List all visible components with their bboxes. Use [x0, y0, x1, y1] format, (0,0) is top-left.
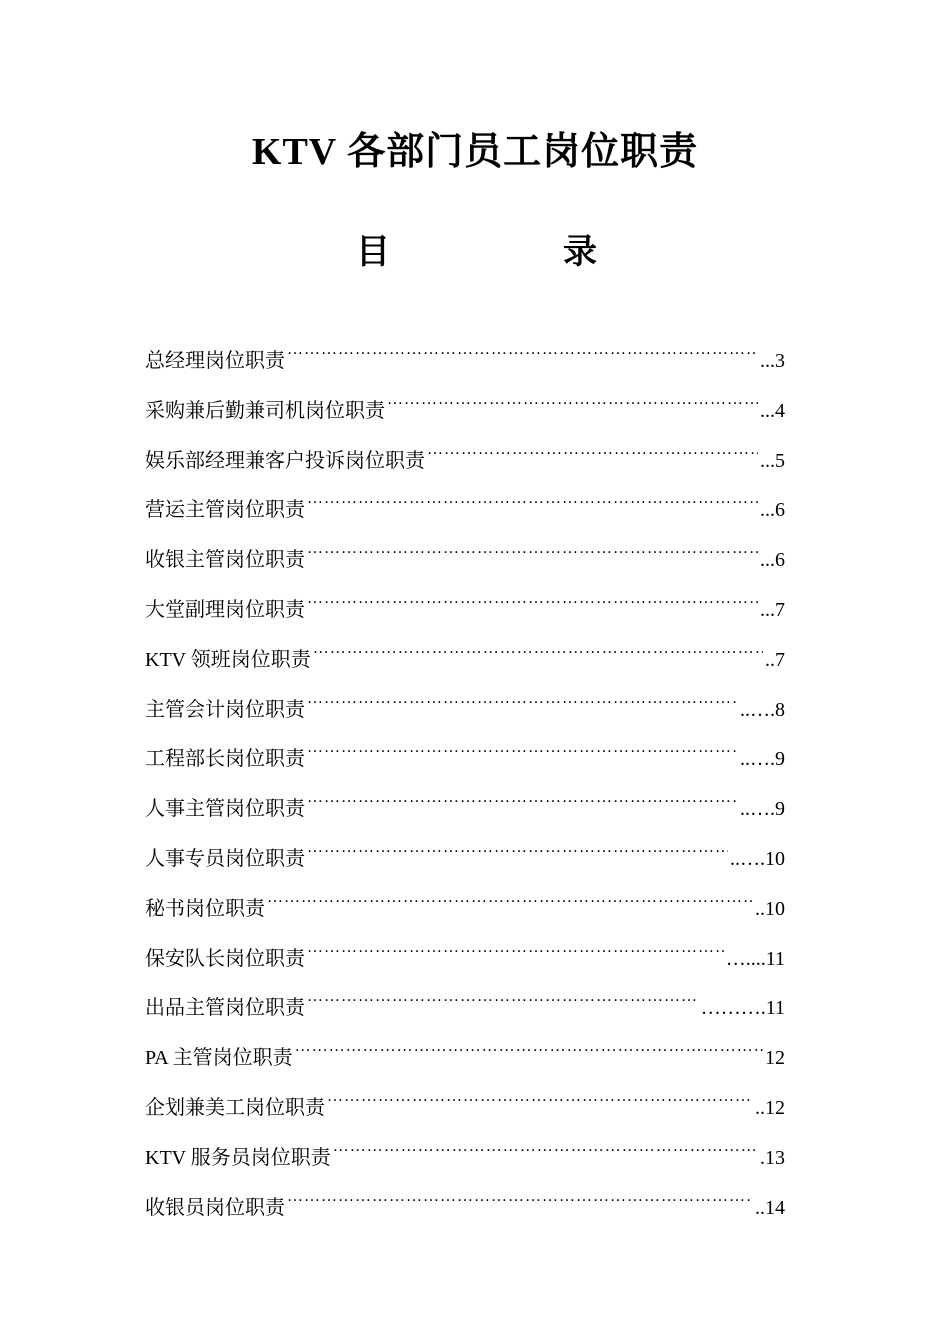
toc-entry[interactable]: [145, 1130, 785, 1180]
toc-dot-leader: [295, 1030, 763, 1064]
toc-entry-page: .13: [760, 1146, 785, 1169]
toc-entry[interactable]: [145, 980, 785, 1030]
toc-entry-page: ..14: [755, 1196, 785, 1219]
toc-dot-leader: [287, 1180, 753, 1214]
toc-entry-page: ...6: [760, 549, 785, 572]
toc-entry-label: 人事专员岗位职责: [145, 847, 305, 870]
toc-heading-second-char: 录: [563, 232, 597, 272]
toc-dot-leader: [427, 433, 758, 467]
toc-entry[interactable]: [145, 931, 785, 981]
toc-entry-page: ..….9: [740, 748, 785, 771]
toc-entry-page: ..10: [755, 897, 785, 920]
toc-dot-leader: [327, 1080, 753, 1114]
toc-dot-leader: [307, 532, 758, 566]
toc-entry[interactable]: [145, 731, 785, 781]
toc-entry[interactable]: [145, 682, 785, 732]
toc-entry-page: ..….10: [730, 847, 785, 870]
toc-entry-page: …....11: [725, 947, 785, 970]
toc-entry-page: ..….9: [740, 798, 785, 821]
toc-entry-page: 12: [765, 1047, 785, 1070]
toc-entry[interactable]: [145, 433, 785, 483]
toc-entry[interactable]: [145, 333, 785, 383]
toc-entry-label: PA 主管岗位职责: [145, 1047, 293, 1070]
toc-dot-leader: [307, 682, 738, 716]
toc-entry-page: ……….11: [700, 997, 785, 1020]
document-title: KTV 各部门员工岗位职责: [251, 131, 699, 173]
toc-entry-label: 娱乐部经理兼客户投诉岗位职责: [145, 449, 425, 472]
toc-entry-label: KTV 服务员岗位职责: [145, 1146, 331, 1169]
toc-entry-label: KTV 领班岗位职责: [145, 648, 311, 671]
toc-entry-label: 秘书岗位职责: [145, 897, 265, 920]
toc-dot-leader: [267, 881, 753, 915]
toc-dot-leader: [313, 632, 763, 666]
toc-dot-leader: [307, 781, 738, 815]
toc-dot-leader: [307, 731, 738, 765]
toc-dot-leader: [387, 383, 758, 417]
toc-entry-page: ...7: [760, 598, 785, 621]
toc-entry-label: 收银主管岗位职责: [145, 549, 305, 572]
toc-entry-label: 采购兼后勤兼司机岗位职责: [145, 399, 385, 422]
toc-dot-leader: [307, 482, 758, 516]
toc-entry[interactable]: [145, 582, 785, 632]
toc-dot-leader: [307, 582, 758, 616]
toc-entry-label: 保安队长岗位职责: [145, 947, 305, 970]
toc-entry-page: ...4: [760, 399, 785, 422]
toc-entry-page: ..12: [755, 1096, 785, 1119]
toc-entry[interactable]: [145, 532, 785, 582]
toc-dot-leader: [287, 333, 758, 367]
toc-entry[interactable]: [145, 1180, 785, 1230]
toc-entry-label: 企划兼美工岗位职责: [145, 1096, 325, 1119]
toc-entry[interactable]: [145, 1030, 785, 1080]
toc-entry-page: ..….8: [740, 698, 785, 721]
toc-entry-label: 总经理岗位职责: [145, 350, 285, 372]
toc-heading: [0, 228, 950, 276]
toc-entry-label: 工程部长岗位职责: [145, 748, 305, 771]
toc-entry-page: ..7: [765, 648, 785, 671]
toc-dot-leader: [307, 831, 728, 865]
toc-entry-label: 大堂副理岗位职责: [145, 598, 305, 621]
toc-entry[interactable]: [145, 831, 785, 881]
toc-entry-label: 收银员岗位职责: [145, 1196, 285, 1219]
toc-entry-page: ...5: [760, 449, 785, 472]
toc-entry-page: ...3: [760, 350, 785, 372]
table-of-contents: [145, 333, 785, 1229]
toc-heading-first-char: 目: [356, 232, 390, 272]
toc-entry[interactable]: [145, 1080, 785, 1130]
toc-entry-label: 人事主管岗位职责: [145, 798, 305, 821]
toc-dot-leader: [307, 980, 699, 1014]
toc-entry-label: 主管会计岗位职责: [145, 698, 305, 721]
toc-entry-page: ...6: [760, 499, 785, 522]
toc-entry-label: 营运主管岗位职责: [145, 499, 305, 522]
toc-entry[interactable]: [145, 881, 785, 931]
toc-entry-label: 出品主管岗位职责: [145, 997, 305, 1020]
toc-entry[interactable]: [145, 383, 785, 433]
toc-dot-leader: [307, 931, 724, 965]
toc-dot-leader: [333, 1130, 758, 1164]
toc-entry[interactable]: [145, 482, 785, 532]
toc-entry[interactable]: [145, 632, 785, 682]
toc-entry[interactable]: [145, 781, 785, 831]
